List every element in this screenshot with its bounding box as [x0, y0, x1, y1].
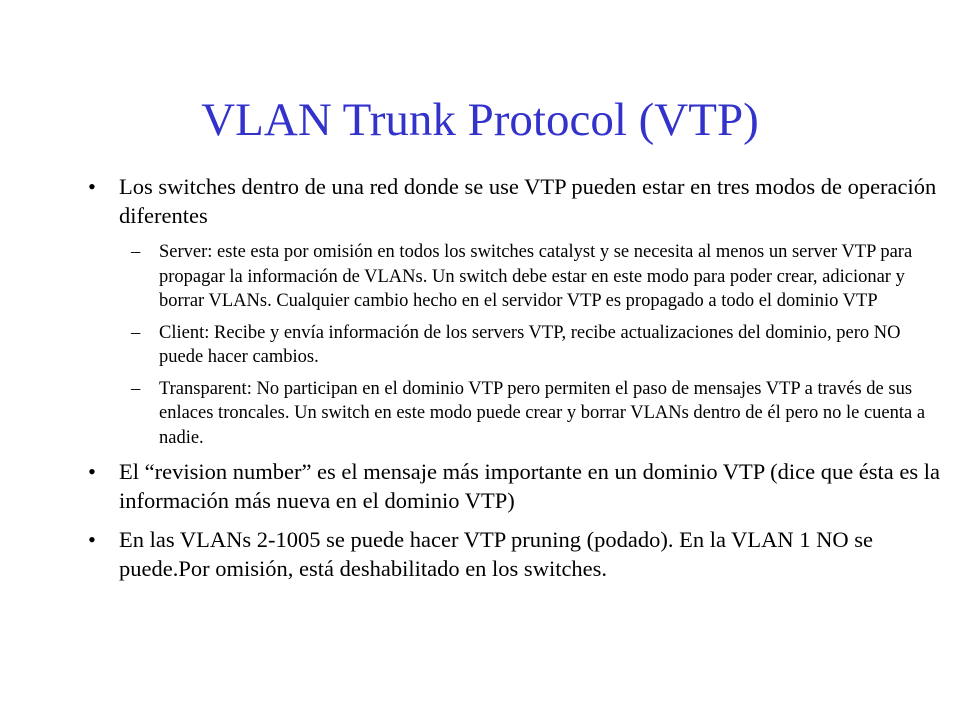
- sub-bullet-text: Client: Recibe y envía información de los servers VTP, recibe actualizaciones del dominio, pero NO puede hacer cambios.: [159, 322, 901, 367]
- bullet-marker: •: [88, 174, 96, 199]
- bullet-text: Los switches dentro de una red donde se use VTP pueden estar en tres modos de operación diferentes: [119, 174, 937, 228]
- slide-body: [88, 172, 948, 593]
- bullet-text: El “revision number” es el mensaje más importante en un dominio VTP (dice que ésta es la información más nueva en el dominio VTP): [119, 459, 941, 513]
- dash-marker: –: [131, 242, 141, 262]
- dash-marker: –: [131, 378, 141, 399]
- bullet-marker: •: [88, 527, 96, 552]
- bullet-text: En las VLANs 2-1005 se puede hacer VTP pruning (podado). En la VLAN 1 NO se puede.Por omisión, está deshabilitado en los switches.: [119, 527, 874, 581]
- sub-bullet-text: Server: este esta por omisión en todos los switches catalyst y se necesita al menos un server VTP para propagar la información de VLANs. Un switch debe estar en este modo para poder crear, adicionar y borrar VLANs. Cualquier cambio hecho en el servidor VTP es propagado a todo el dominio VTP: [159, 242, 913, 311]
- bullet-vtp-pruning: [88, 525, 948, 583]
- slide-title: VLAN Trunk Protocol (VTP): [201, 94, 759, 146]
- sub-bullet-server: [131, 240, 948, 314]
- bullet-marker: •: [88, 459, 96, 484]
- bullet-vtp-modes: [88, 172, 948, 230]
- dash-marker: –: [131, 322, 141, 343]
- sub-bullet-transparent: [131, 377, 948, 451]
- sub-bullet-client: [131, 321, 948, 370]
- sub-bullet-text: Transparent: No participan en el dominio VTP pero permiten el paso de mensajes VTP a través de sus enlaces troncales. Un switch en este modo puede crear y borrar VLANs dentro de él pero no le cuenta a nadie.: [159, 378, 926, 448]
- bullet-revision-number: [88, 457, 948, 515]
